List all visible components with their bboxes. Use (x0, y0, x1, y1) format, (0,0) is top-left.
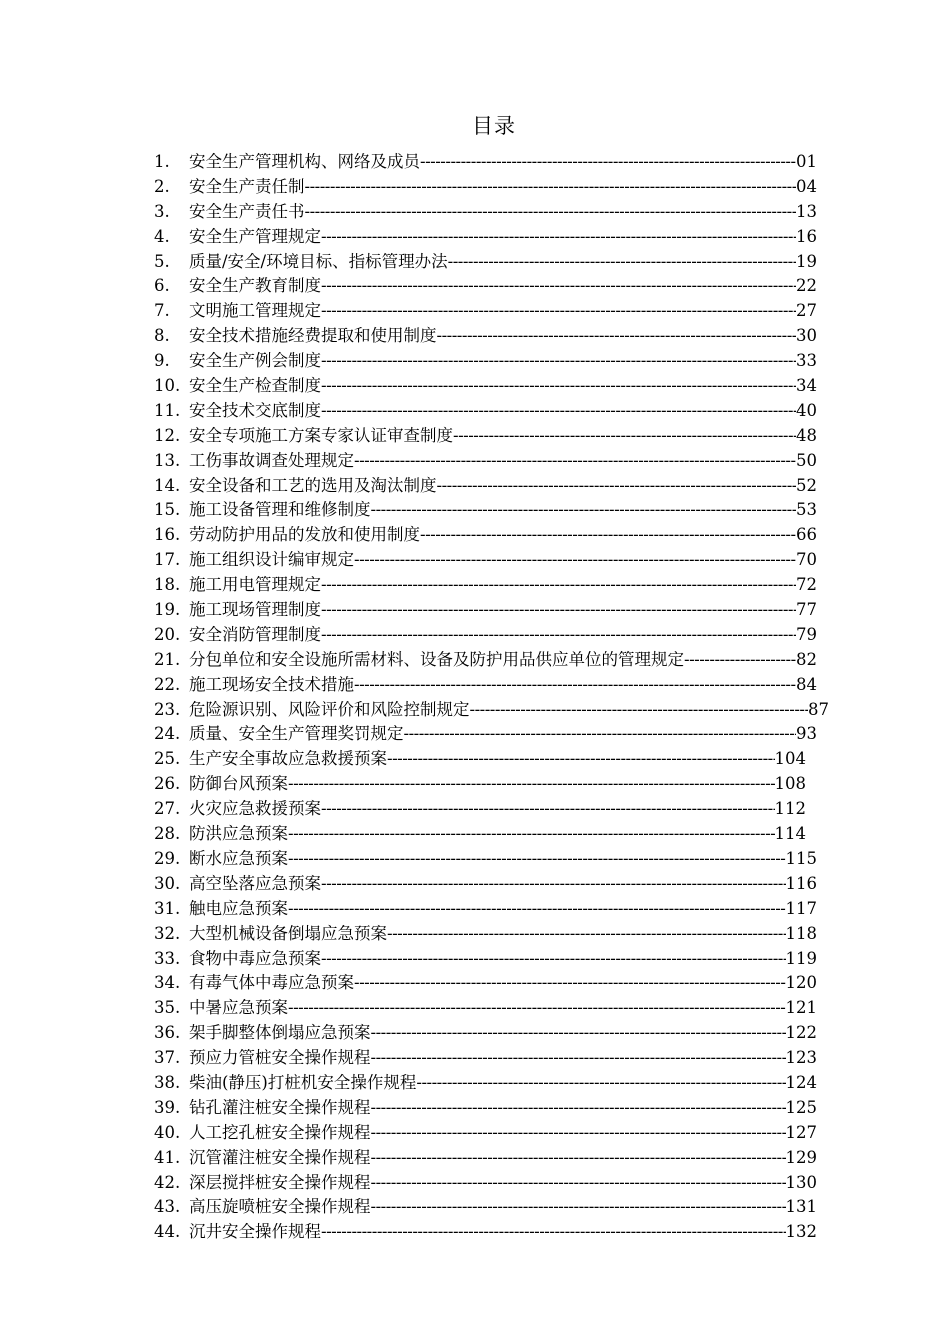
toc-leader (305, 200, 797, 225)
toc-page-number: 118 (785, 923, 817, 943)
toc-entry-number: 14. (154, 475, 181, 495)
toc-leader (288, 847, 786, 872)
toc-page-number: 01 (796, 152, 817, 171)
toc-entry-number: 40. (154, 1122, 181, 1142)
toc-entry-line (189, 996, 817, 1021)
toc-entry-title: 火灾应急救援预案 (189, 799, 321, 819)
toc-page-number: 30 (796, 326, 817, 346)
toc-page-number: 130 (785, 1172, 817, 1192)
toc-leader (288, 822, 775, 847)
toc-entry-number: 31. (154, 898, 181, 918)
toc-leader (453, 424, 796, 449)
toc-leader (371, 498, 797, 523)
toc-leader (371, 1021, 786, 1046)
toc-entry-number: 10. (154, 376, 181, 396)
toc-entry-line (189, 971, 817, 996)
toc-leader (684, 648, 796, 673)
toc-entry (154, 797, 834, 822)
toc-entry-title: 沉管灌注桩安全操作规程 (189, 1147, 371, 1167)
toc-entry-line (189, 150, 817, 175)
toc-entry (154, 971, 834, 996)
toc-entry-title: 预应力管桩安全操作规程 (189, 1048, 371, 1068)
toc-page-number: 77 (796, 600, 817, 620)
toc-entry-number: 8. (154, 326, 170, 346)
toc-entry-title: 危险源识别、风险评价和风险控制规定 (189, 699, 470, 719)
toc-entry-number: 29. (154, 848, 181, 868)
toc-entry (154, 349, 834, 374)
toc-page-number: 115 (785, 848, 817, 868)
toc-entry-line (189, 225, 817, 250)
toc-entry-number: 17. (154, 550, 181, 570)
toc-entry-title: 工伤事故调查处理规定 (189, 450, 354, 470)
toc-page-number: 33 (796, 351, 817, 371)
toc-leader (321, 349, 796, 374)
toc-entry (154, 523, 834, 548)
toc-entry-line (189, 797, 806, 822)
toc-page-number: 13 (796, 201, 817, 221)
toc-entry-line (189, 872, 817, 897)
toc-title: 目录 (472, 114, 516, 138)
toc-entry-line (189, 474, 817, 499)
toc-entry-number: 7. (154, 301, 170, 321)
toc-leader (321, 947, 786, 972)
toc-entry (154, 698, 834, 723)
toc-entry-title: 安全生产检查制度 (189, 376, 321, 396)
toc-entry-number: 33. (154, 948, 181, 968)
toc-entry-number: 2. (154, 176, 170, 196)
toc-entry-line (189, 747, 806, 772)
toc-entry-title: 食物中毒应急预案 (189, 948, 321, 968)
toc-entry-number: 28. (154, 824, 181, 844)
toc-entry-title: 施工现场管理制度 (189, 600, 321, 620)
toc-entry-number: 42. (154, 1172, 181, 1192)
toc-entry-number: 23. (154, 699, 181, 719)
toc-page-number: 108 (774, 774, 806, 794)
toc-entry-number: 16. (154, 525, 181, 545)
toc-entry-number: 20. (154, 624, 181, 644)
toc-entry-line (189, 200, 817, 225)
toc-entry-number: 9. (154, 351, 170, 371)
toc-entry-line (189, 772, 806, 797)
toc-entry-line (189, 1121, 817, 1146)
toc-entry (154, 922, 834, 947)
toc-entry-line (189, 673, 817, 698)
toc-leader (321, 374, 796, 399)
toc-entry-line (189, 573, 817, 598)
toc-entry-number: 32. (154, 923, 181, 943)
toc-entry-title: 深层搅拌桩安全操作规程 (189, 1172, 371, 1192)
toc-leader (321, 299, 796, 324)
toc-leader (305, 175, 797, 200)
toc-entry-line (189, 175, 817, 200)
toc-entry (154, 598, 834, 623)
toc-leader (321, 225, 796, 250)
toc-entry-title: 防御台风预案 (189, 774, 288, 794)
toc-entry-number: 24. (154, 724, 181, 744)
toc-entry-title: 沉井安全操作规程 (189, 1222, 321, 1242)
toc-entry-number: 3. (154, 201, 170, 221)
toc-page-number: 132 (785, 1222, 817, 1242)
toc-leader (354, 449, 796, 474)
toc-page-number: 117 (785, 898, 817, 918)
toc-entry (154, 150, 834, 175)
toc-leader (416, 1071, 785, 1096)
toc-leader (321, 399, 796, 424)
toc-entry-title: 安全技术交底制度 (189, 400, 321, 420)
toc-leader (387, 747, 775, 772)
toc-leader (470, 698, 809, 723)
toc-entry (154, 822, 834, 847)
toc-leader (321, 274, 796, 299)
toc-entry-title: 安全专项施工方案专家认证审查制度 (189, 425, 453, 445)
toc-entry-number: 41. (154, 1147, 181, 1167)
toc-entry-line (189, 947, 817, 972)
toc-page-number: 121 (785, 998, 817, 1018)
toc-entry (154, 847, 834, 872)
toc-entry (154, 548, 834, 573)
toc-leader (354, 673, 796, 698)
toc-leader (354, 548, 796, 573)
toc-leader (448, 250, 796, 275)
toc-entry-title: 施工设备管理和维修制度 (189, 500, 371, 520)
table-of-contents (154, 150, 834, 1245)
toc-entry (154, 424, 834, 449)
toc-entry-line (189, 299, 817, 324)
toc-leader (288, 772, 775, 797)
toc-entry-line (189, 722, 817, 747)
toc-page-number: 52 (796, 475, 817, 495)
toc-entry-title: 安全生产责任制 (189, 176, 305, 196)
toc-page-number: 50 (796, 450, 817, 470)
toc-entry-line (189, 1146, 817, 1171)
toc-entry-number: 26. (154, 774, 181, 794)
toc-leader (371, 1046, 786, 1071)
toc-entry-title: 防洪应急预案 (189, 824, 288, 844)
toc-entry-title: 安全生产责任书 (189, 201, 305, 221)
toc-entry-line (189, 623, 817, 648)
toc-entry-title: 施工现场安全技术措施 (189, 674, 354, 694)
toc-leader (404, 722, 797, 747)
toc-leader (437, 474, 797, 499)
toc-entry-line (189, 648, 817, 673)
toc-entry-line (189, 698, 829, 723)
toc-entry-line (189, 1046, 817, 1071)
toc-entry-title: 生产安全事故应急救援预案 (189, 749, 387, 769)
toc-entry (154, 747, 834, 772)
toc-entry-line (189, 598, 817, 623)
toc-page-number: 22 (796, 276, 817, 296)
toc-leader (321, 598, 796, 623)
toc-entry (154, 623, 834, 648)
toc-entry-number: 30. (154, 873, 181, 893)
toc-entry (154, 449, 834, 474)
toc-page-number: 124 (785, 1072, 817, 1092)
toc-page-number: 112 (774, 799, 806, 819)
toc-entry-title: 安全技术措施经费提取和使用制度 (189, 326, 437, 346)
toc-entry (154, 722, 834, 747)
toc-entry-number: 12. (154, 425, 181, 445)
toc-leader (387, 922, 786, 947)
toc-page-number: 93 (796, 724, 817, 744)
toc-entry (154, 1146, 834, 1171)
toc-entry-line (189, 548, 817, 573)
toc-page-number: 66 (796, 525, 817, 545)
toc-entry (154, 648, 834, 673)
toc-entry-title: 触电应急预案 (189, 898, 288, 918)
toc-leader (354, 971, 786, 996)
toc-entry (154, 498, 834, 523)
toc-entry (154, 947, 834, 972)
toc-entry-number: 11. (154, 400, 181, 420)
toc-entry-number: 34. (154, 973, 181, 993)
toc-page-number: 87 (808, 699, 829, 719)
toc-entry-number: 18. (154, 575, 181, 595)
toc-entry-title: 中暑应急预案 (189, 998, 288, 1018)
toc-page-number: 129 (785, 1147, 817, 1167)
toc-entry (154, 996, 834, 1021)
toc-entry-number: 21. (154, 649, 181, 669)
toc-entry-number: 27. (154, 799, 181, 819)
toc-entry-line (189, 424, 817, 449)
toc-leader (321, 573, 796, 598)
toc-page-number: 104 (774, 749, 806, 769)
toc-entry-title: 安全设备和工艺的选用及淘汰制度 (189, 475, 437, 495)
toc-entry-title: 劳动防护用品的发放和使用制度 (189, 525, 420, 545)
toc-leader (371, 1195, 786, 1220)
toc-entry-number: 22. (154, 674, 181, 694)
toc-entry-line (189, 1071, 817, 1096)
toc-page-number: 16 (796, 226, 817, 246)
toc-leader (437, 324, 797, 349)
toc-entry-number: 43. (154, 1197, 181, 1217)
toc-entry-title: 质量/安全/环境目标、指标管理办法 (189, 251, 448, 271)
toc-entry-line (189, 1220, 817, 1245)
toc-page-number: 123 (785, 1048, 817, 1068)
toc-entry-title: 安全消防管理制度 (189, 624, 321, 644)
toc-page-number: 116 (785, 873, 817, 893)
toc-entry (154, 872, 834, 897)
toc-leader (371, 1171, 786, 1196)
toc-entry (154, 1171, 834, 1196)
toc-entry-line (189, 250, 817, 275)
toc-entry-title: 钻孔灌注桩安全操作规程 (189, 1097, 371, 1117)
toc-page-number: 04 (796, 176, 817, 196)
toc-page-number: 84 (796, 674, 817, 694)
toc-entry-number: 4. (154, 226, 170, 246)
toc-entry-number: 35. (154, 998, 181, 1018)
toc-entry (154, 225, 834, 250)
toc-entry-number: 39. (154, 1097, 181, 1117)
toc-page-number: 122 (785, 1023, 817, 1043)
toc-entry (154, 1071, 834, 1096)
toc-entry-line (189, 399, 817, 424)
toc-leader (420, 150, 796, 175)
toc-entry-title: 安全生产管理机构、网络及成员 (189, 152, 420, 171)
toc-page-number: 72 (796, 575, 817, 595)
toc-entry-line (189, 1021, 817, 1046)
toc-entry (154, 1195, 834, 1220)
toc-entry (154, 374, 834, 399)
toc-entry-title: 有毒气体中毒应急预案 (189, 973, 354, 993)
toc-leader (288, 996, 786, 1021)
toc-entry (154, 1021, 834, 1046)
toc-page-number: 119 (785, 948, 817, 968)
toc-entry-title: 柴油(静压)打桩机安全操作规程 (189, 1072, 417, 1092)
toc-entry-title: 施工组织设计编审规定 (189, 550, 354, 570)
toc-leader (321, 1220, 786, 1245)
toc-entry-number: 25. (154, 749, 181, 769)
toc-leader (420, 523, 796, 548)
toc-page-number: 53 (796, 500, 817, 520)
toc-entry (154, 274, 834, 299)
toc-entry-number: 5. (154, 251, 170, 271)
toc-entry (154, 1096, 834, 1121)
toc-entry (154, 772, 834, 797)
toc-entry-line (189, 349, 817, 374)
toc-entry-number: 15. (154, 500, 181, 520)
toc-entry-title: 分包单位和安全设施所需材料、设备及防护用品供应单位的管理规定 (189, 649, 684, 669)
toc-entry (154, 673, 834, 698)
toc-entry-number: 1. (154, 152, 170, 171)
toc-entry-line (189, 274, 817, 299)
toc-entry (154, 474, 834, 499)
toc-page-number: 27 (796, 301, 817, 321)
toc-entry-number: 37. (154, 1048, 181, 1068)
toc-leader (371, 1146, 786, 1171)
toc-leader (321, 623, 796, 648)
toc-entry-line (189, 523, 817, 548)
toc-entry-title: 人工挖孔桩安全操作规程 (189, 1122, 371, 1142)
toc-entry-line (189, 847, 817, 872)
toc-entry-title: 大型机械设备倒塌应急预案 (189, 923, 387, 943)
toc-entry-title: 安全生产管理规定 (189, 226, 321, 246)
toc-entry-line (189, 897, 817, 922)
toc-page-number: 34 (796, 376, 817, 396)
toc-leader (321, 797, 775, 822)
toc-entry-title: 文明施工管理规定 (189, 301, 321, 321)
toc-page-number: 40 (796, 400, 817, 420)
toc-entry-line (189, 374, 817, 399)
toc-entry (154, 175, 834, 200)
toc-entry-title: 质量、安全生产管理奖罚规定 (189, 724, 404, 744)
toc-entry (154, 200, 834, 225)
toc-page-number: 125 (785, 1097, 817, 1117)
toc-entry-number: 6. (154, 276, 170, 296)
toc-page-number: 114 (774, 824, 806, 844)
toc-entry-line (189, 1096, 817, 1121)
toc-leader (371, 1121, 786, 1146)
toc-entry (154, 1220, 834, 1245)
toc-page-number: 19 (796, 251, 817, 271)
toc-entry-number: 13. (154, 450, 181, 470)
toc-entry-title: 高空坠落应急预案 (189, 873, 321, 893)
toc-entry-title: 施工用电管理规定 (189, 575, 321, 595)
toc-entry (154, 250, 834, 275)
toc-entry (154, 1046, 834, 1071)
toc-entry (154, 399, 834, 424)
toc-leader (288, 897, 786, 922)
toc-page-number: 131 (785, 1197, 817, 1217)
toc-entry-title: 断水应急预案 (189, 848, 288, 868)
toc-page-number: 82 (796, 649, 817, 669)
toc-entry-line (189, 324, 817, 349)
toc-entry-line (189, 1195, 817, 1220)
toc-entry-number: 36. (154, 1023, 181, 1043)
toc-page-number: 120 (785, 973, 817, 993)
toc-entry (154, 299, 834, 324)
toc-entry-line (189, 498, 817, 523)
toc-entry (154, 324, 834, 349)
toc-entry-number: 19. (154, 600, 181, 620)
toc-entry-title: 高压旋喷桩安全操作规程 (189, 1197, 371, 1217)
toc-entry-line (189, 922, 817, 947)
toc-entry-title: 安全生产教育制度 (189, 276, 321, 296)
toc-leader (371, 1096, 786, 1121)
toc-entry-line (189, 1171, 817, 1196)
toc-page-number: 127 (785, 1122, 817, 1142)
toc-entry-line (189, 822, 806, 847)
toc-entry (154, 573, 834, 598)
toc-entry (154, 897, 834, 922)
toc-page-number: 79 (796, 624, 817, 644)
toc-entry-title: 架手脚整体倒塌应急预案 (189, 1023, 371, 1043)
toc-entry-number: 44. (154, 1222, 181, 1242)
toc-entry-line (189, 449, 817, 474)
toc-page-number: 48 (796, 425, 817, 445)
toc-page-number: 70 (796, 550, 817, 570)
toc-leader (321, 872, 786, 897)
toc-entry-number: 38. (154, 1072, 181, 1092)
toc-entry (154, 1121, 834, 1146)
toc-entry-title: 安全生产例会制度 (189, 351, 321, 371)
